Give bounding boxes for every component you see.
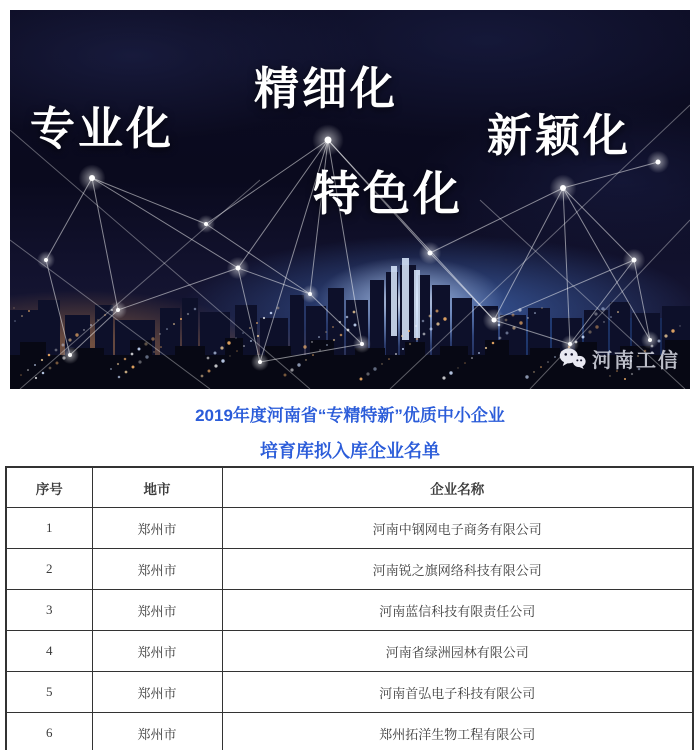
cell-city: 郑州市: [92, 508, 222, 549]
col-header-index: 序号: [6, 467, 92, 508]
table-row: [6, 590, 693, 631]
watermark-text: 河南工信: [592, 350, 680, 372]
table-row: [6, 631, 693, 672]
table-row: [6, 713, 693, 750]
watermark: [559, 344, 680, 373]
cell-index: 3: [6, 590, 92, 631]
cell-city: 郑州市: [92, 713, 222, 750]
cell-city: 郑州市: [92, 549, 222, 590]
cell-company: 郑州拓洋生物工程有限公司: [222, 713, 693, 750]
col-header-city: 地市: [92, 467, 222, 508]
cell-company: 河南中钢网电子商务有限公司: [222, 508, 693, 549]
cell-index: 5: [6, 672, 92, 713]
cell-company: 河南首弘电子科技有限公司: [222, 672, 693, 713]
cell-index: 2: [6, 549, 92, 590]
cell-city: 郑州市: [92, 672, 222, 713]
cell-index: 4: [6, 631, 92, 672]
cell-index: 1: [6, 508, 92, 549]
hero-label-distinctive: 特色化: [313, 167, 463, 220]
cell-company: 河南省绿洲园林有限公司: [222, 631, 693, 672]
cell-city: 郑州市: [92, 631, 222, 672]
wechat-icon: [559, 347, 586, 370]
hero-label-refined: 精细化: [254, 63, 399, 114]
article-title-line2: 培育库拟入库企业名单: [260, 441, 440, 461]
table-header-row: [6, 467, 693, 508]
table-row: [6, 672, 693, 713]
cell-company: 河南蓝信科技有限责任公司: [222, 590, 693, 631]
table-row: [6, 508, 693, 549]
hero-label-novel: 新颖化: [487, 110, 632, 161]
table-row: [6, 549, 693, 590]
hero-label-specialized: 专业化: [30, 103, 175, 154]
cell-company: 河南锐之旗网络科技有限公司: [222, 549, 693, 590]
cell-city: 郑州市: [92, 590, 222, 631]
col-header-company: 企业名称: [222, 467, 693, 508]
company-table: [5, 466, 694, 750]
cell-index: 6: [6, 713, 92, 750]
article-title-line1: 2019年度河南省“专精特新”优质中小企业: [195, 406, 505, 425]
hero-image: [10, 10, 690, 389]
